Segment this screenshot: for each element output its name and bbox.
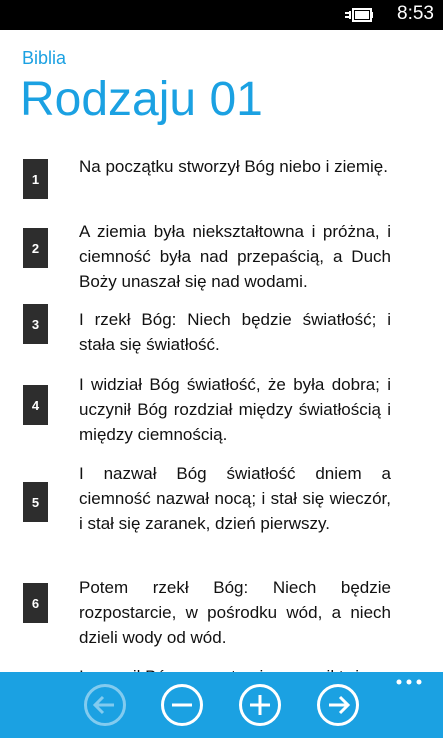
verse-number-badge: 6 — [23, 583, 48, 623]
verse-list[interactable] — [0, 150, 443, 672]
verse-text: I nazwał Bóg światłość dniem a ciemność nazwał nocą; i stał się wieczór, i stał się zaranek, dzień pierwszy. — [79, 464, 391, 533]
status-bar — [0, 0, 443, 30]
previous-arrow-icon[interactable] — [83, 683, 127, 727]
charging-battery-icon — [344, 5, 374, 25]
page-title: Rodzaju 01 — [20, 73, 263, 126]
verse-text: Na początku stworzył Bóg niebo i ziemię. — [79, 157, 388, 176]
application-bar — [0, 672, 443, 738]
zoom-out-minus-icon[interactable] — [160, 683, 204, 727]
verse-text: I rzekł Bóg: Niech będzie światłość; i stała się światłość. — [79, 310, 391, 354]
zoom-in-plus-icon[interactable] — [238, 683, 282, 727]
more-ellipsis-icon[interactable] — [396, 676, 422, 688]
verse-text: I widział Bóg światłość, że była dobra; i uczynił Bóg rozdział między światłością i między ciemnością. — [79, 375, 391, 444]
clock: 8:53 — [397, 3, 434, 24]
verse-number-badge: 2 — [23, 228, 48, 268]
app-name: Biblia — [22, 48, 67, 68]
verse-text: A ziemia była niekształtowna i próżna, i ciemność była nad przepaścią, a Duch Boży unaszał się nad wodami. — [79, 222, 391, 291]
verse-number-badge: 1 — [23, 159, 48, 199]
verse-text: Potem rzekł Bóg: Niech będzie rozpostarcie, w pośrodku wód, a niech dzieli wody od wód. — [79, 578, 391, 647]
verse-number-badge: 5 — [23, 482, 48, 522]
verse-number-badge: 3 — [23, 304, 48, 344]
verse-number-badge: 4 — [23, 385, 48, 425]
next-arrow-icon[interactable] — [316, 683, 360, 727]
